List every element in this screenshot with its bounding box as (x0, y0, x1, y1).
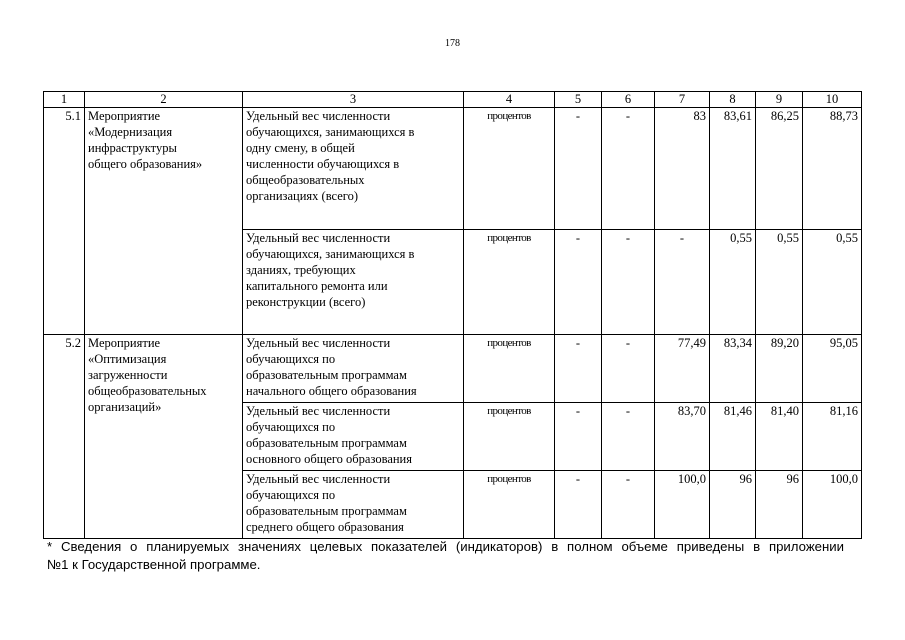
value-cell: 81,46 (710, 403, 756, 471)
value-cell: 83 (655, 108, 710, 230)
item-number: 5.1 (44, 108, 85, 335)
page-number: 178 (445, 38, 460, 49)
indicator-name: Удельный вес численности обучающихся по образовательным программам начального общего образования (243, 335, 464, 403)
indicator-name: Удельный вес численности обучающихся по образовательным программам среднего общего образования (243, 471, 464, 539)
value-cell: 86,25 (756, 108, 803, 230)
footnote (47, 538, 844, 574)
value-cell: 89,20 (756, 335, 803, 403)
value-cell: 81,16 (803, 403, 862, 471)
table-row (44, 335, 862, 403)
header-cell: 3 (243, 92, 464, 108)
indicator-name: Удельный вес численности обучающихся по образовательным программам основного общего образования (243, 403, 464, 471)
table-row (44, 108, 862, 230)
value-cell: 88,73 (803, 108, 862, 230)
value-cell: 0,55 (710, 230, 756, 335)
unit-cell: процентов (464, 403, 555, 471)
value-cell: 77,49 (655, 335, 710, 403)
header-cell: 5 (555, 92, 602, 108)
header-cell: 9 (756, 92, 803, 108)
value-cell: - (555, 403, 602, 471)
event-name: Мероприятие «Модернизация инфраструктуры общего образования» (85, 108, 243, 335)
footnote-line-2: №1 к Государственной программе. (47, 557, 261, 572)
value-cell: - (555, 471, 602, 539)
header-cell: 10 (803, 92, 862, 108)
value-cell: 83,70 (655, 403, 710, 471)
value-cell: 95,05 (803, 335, 862, 403)
footnote-line-1: * Сведения о планируемых значениях целевых показателей (индикаторов) в полном объеме приведены в приложении (47, 539, 844, 554)
value-cell: - (602, 403, 655, 471)
unit-cell: процентов (464, 335, 555, 403)
indicator-name: Удельный вес численности обучающихся, занимающихся в одну смену, в общей численности обучающихся в общеобразовательных организациях (всего) (243, 108, 464, 230)
unit-cell: процентов (464, 230, 555, 335)
value-cell: 96 (710, 471, 756, 539)
header-cell: 1 (44, 92, 85, 108)
value-cell: - (655, 230, 710, 335)
table-header-row (44, 92, 862, 108)
indicator-name: Удельный вес численности обучающихся, занимающихся в зданиях, требующих капитального ремонта или реконструкции (всего) (243, 230, 464, 335)
header-cell: 6 (602, 92, 655, 108)
header-cell: 2 (85, 92, 243, 108)
unit-cell: процентов (464, 108, 555, 230)
value-cell: 0,55 (756, 230, 803, 335)
value-cell: 100,0 (803, 471, 862, 539)
indicators-table (43, 91, 862, 539)
value-cell: - (555, 108, 602, 230)
value-cell: - (555, 335, 602, 403)
event-name: Мероприятие «Оптимизация загруженности общеобразовательных организаций» (85, 335, 243, 539)
value-cell: - (602, 471, 655, 539)
value-cell: 0,55 (803, 230, 862, 335)
value-cell: 81,40 (756, 403, 803, 471)
value-cell: 83,34 (710, 335, 756, 403)
unit-cell: процентов (464, 471, 555, 539)
header-cell: 4 (464, 92, 555, 108)
value-cell: - (555, 230, 602, 335)
value-cell: 100,0 (655, 471, 710, 539)
value-cell: - (602, 335, 655, 403)
header-cell: 7 (655, 92, 710, 108)
item-number: 5.2 (44, 335, 85, 539)
header-cell: 8 (710, 92, 756, 108)
value-cell: - (602, 108, 655, 230)
value-cell: 96 (756, 471, 803, 539)
value-cell: 83,61 (710, 108, 756, 230)
value-cell: - (602, 230, 655, 335)
